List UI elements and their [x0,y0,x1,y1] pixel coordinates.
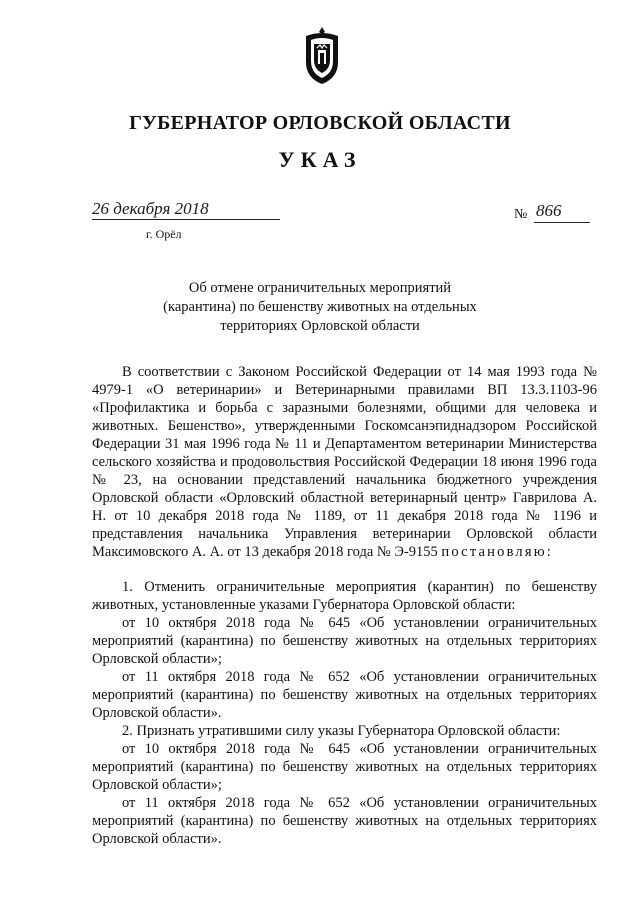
clause-1-item: от 10 октября 2018 года № 645 «Об установлении ограничительных мероприятий (карантина) по бешенству животных на отдельных территориях Орловской области»; [92,615,597,667]
number-label: № [514,207,528,222]
city-label: г. Орёл [146,227,182,241]
document-type: УКАЗ [278,147,362,172]
subject-line: Об отмене ограничительных мероприятий [188,280,452,296]
clause-2: 2. Признать утратившими силу указы Губернатора Орловской области: [122,723,561,739]
handwritten-date: 26 декабря 2018 [92,199,209,218]
clause-1: 1. Отменить ограничительные мероприятия (карантин) по бешенству животных, установленные указами Губернатора Орловской области: [92,579,597,613]
coat-of-arms-icon [300,26,344,86]
authority-title: ГУБЕРНАТОР ОРЛОВСКОЙ ОБЛАСТИ [129,112,511,134]
clause-2-item: от 11 октября 2018 года № 652 «Об установлении ограничительных мероприятий (карантина) по бешенству животных на отдельных территориях Орловской области». [92,795,597,847]
preamble-paragraph [92,363,597,561]
document-subject [150,279,490,336]
handwritten-number: 866 [536,201,562,220]
document-body [92,363,597,848]
clause-2-item: от 10 октября 2018 года № 645 «Об установлении ограничительных мероприятий (карантина) по бешенству животных на отдельных территориях Орловской области»; [92,741,597,793]
preamble-text: В соответствии с Законом Российской Федерации от 14 мая 1993 года № 4979-1 «О ветеринарии» и Ветеринарными правилами ВП 13.3.1103-96 «Профилактика и борьба с заразными болезнями, общими для человека и животных. Бешенство», утвержденными Госкомсанэпиднадзором Российской Федерации 31 мая 1996 года № 11 и Департаментом ветеринарии Министерства сельского хозяйства и продовольствия Российской Федерации 18 июня 1996 года № 23, на основании представлений начальника бюджетного учреждения Орловской области «Орловский областной ветеринарный центр» Гаврилова А. Н. от 10 декабря 2018 года № 1189, от 11 декабря 2018 года № 1196 и представления начальника Управления ветеринарии Орловской области Максимовского А. А. от 13 декабря 2018 года № Э-9155 [92,364,597,560]
date-underline [92,219,280,220]
subject-line: территориях Орловской области [220,318,420,334]
resolution-keyword: постановляю: [441,544,553,560]
number-underline [534,222,590,223]
clause-1-item: от 11 октября 2018 года № 652 «Об установлении ограничительных мероприятий (карантина) по бешенству животных на отдельных территориях Орловской области». [92,669,597,721]
subject-line: (карантина) по бешенству животных на отдельных [163,299,477,315]
